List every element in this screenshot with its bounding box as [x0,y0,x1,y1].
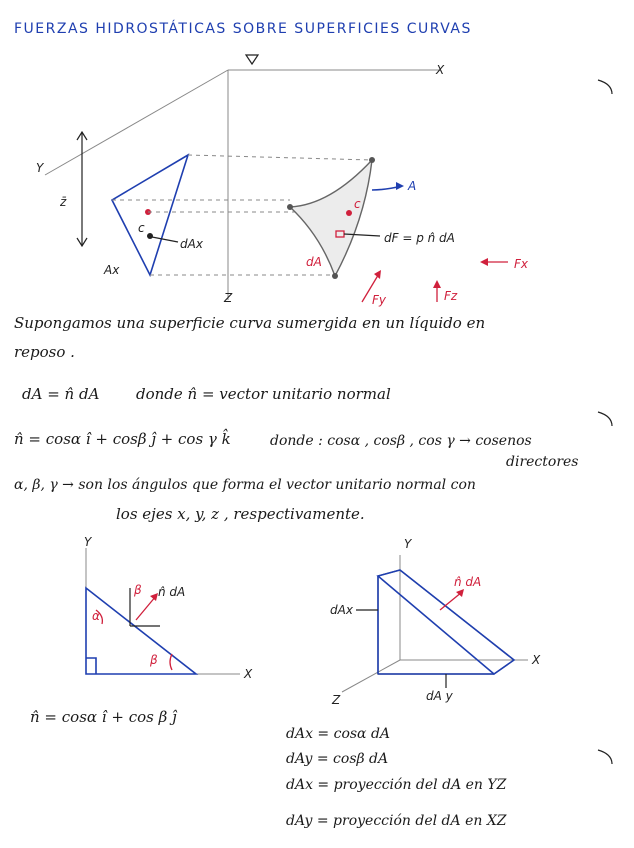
page-title: FUERZAS HIDROSTÁTICAS SOBRE SUPERFICIES CURVAS [14,21,472,37]
axis-y-label: Y [36,161,44,175]
eq3-line-2: los ejes x, y, z , respectivamente. [116,505,365,523]
dF-label: dF = p n̂ dA [384,231,455,245]
svg-text:n̂ dA: n̂ dA [454,575,482,589]
dAx-label: dAx [180,237,203,251]
eq2-rhs: donde : cosα , cosβ , cos γ → cosenos [270,433,532,449]
axis-x-label: X [436,63,445,77]
fig3-face [378,570,514,674]
svg-text:Y: Y [404,537,412,551]
dAx-point [147,233,153,239]
dA-label: dA [306,255,322,269]
svg-text:X: X [244,667,253,681]
svg-text:Z: Z [332,693,341,707]
paragraph-line-2: reposo . [14,343,75,361]
free-surface-icon [246,55,258,64]
eq2-cont: directores [506,454,579,470]
paragraph-line-1: Supongamos una superficie curva sumergida en un líquido en [14,314,486,332]
svg-text:Y: Y [84,535,92,549]
centroid-left-label: c [138,221,145,235]
centroid-right [346,210,352,216]
def-dAy-proj: dAy = proyección del dA en XZ [286,813,507,829]
centroid-right-label: c [354,197,361,211]
def-dAx-proj: dAx = proyección del dA en YZ [286,777,507,793]
curved-surface [290,160,372,276]
svg-text:β: β [134,583,142,597]
fig2-normal-arrow [136,596,156,620]
eq2-lhs: n̂ = cosα î + cosβ ĵ + cos γ k̂ [14,430,231,448]
axis-z-label: Z [224,291,233,305]
Fy-label: Fy [372,293,387,307]
Fx-label: Fx [514,257,529,271]
A-label: A [408,179,417,193]
svg-text:dA y: dA y [426,689,453,703]
def-dAx-cos: dAx = cosα dA [286,726,391,742]
Fz-label: Fz [444,289,458,303]
svg-text:α: α [92,609,100,623]
eq1-lhs: dA = n̂ dA [22,385,100,403]
y-axis-line [45,70,228,175]
fig2-equation: n̂ = cosα î + cos β ĵ [30,708,177,726]
svg-text:n̂ dA: n̂ dA [158,585,186,599]
projection-triangle [112,155,188,275]
svg-text:X: X [532,653,541,667]
zbar-label: z̄ [60,195,67,209]
eq3-line-1: α, β, γ → son los ángulos que forma el vector unitario normal con [14,477,476,493]
svg-text:dAx: dAx [330,603,353,617]
fig3-normal-arrow [440,592,462,610]
eq1-rhs: donde n̂ = vector unitario normal [136,385,391,403]
fig2-triangle [86,588,196,674]
svg-text:β: β [150,653,158,667]
Ax-label: Ax [104,263,120,277]
def-dAy-cos: dAy = cosβ dA [286,751,389,767]
